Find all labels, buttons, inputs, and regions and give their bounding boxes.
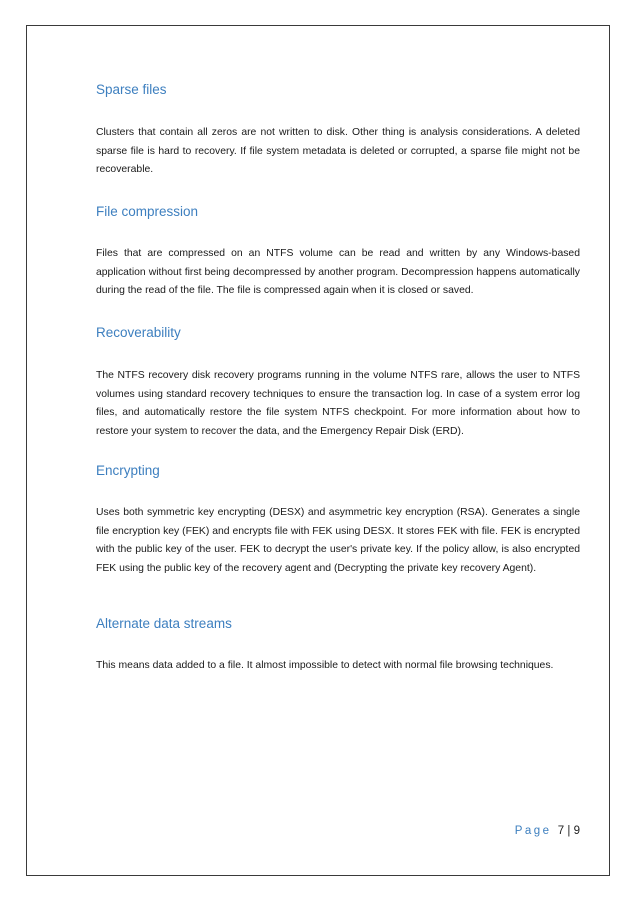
heading-recoverability: Recoverability	[96, 325, 181, 340]
paragraph-encrypting: Uses both symmetric key encrypting (DESX) and asymmetric key encryption (RSA). Generates a single file encryption key (FEK) and encrypts file with FEK using DESX. It stores FEK with file. FEK is encrypted with the public key of the user. FEK to decrypt the user's private key. If the policy allow, is also encrypted FEK using the public key of the recovery agent and (Decrypting the private key recovery Agent).	[96, 507, 580, 574]
footer-current-page: 7	[557, 825, 565, 837]
paragraph-sparse-files: Clusters that contain all zeros are not written to disk. Other thing is analysis considerations. A deleted sparse file is hard to recovery. If file system metadata is deleted or corrupted, a sparse file might not be recoverable.	[96, 127, 580, 175]
footer-total-pages: 9	[573, 825, 580, 837]
heading-sparse-files: Sparse files	[96, 82, 167, 97]
footer-separator: |	[567, 825, 571, 837]
paragraph-alternate-data-streams: This means data added to a file. It almost impossible to detect with normal file browsing techniques.	[96, 660, 554, 671]
heading-alternate-data-streams: Alternate data streams	[96, 616, 232, 631]
page-footer	[515, 825, 580, 837]
paragraph-file-compression: Files that are compressed on an NTFS volume can be read and written by any Windows-based application without first being decompressed by another program. Decompression happens automatically during the read of the file. The file is compressed again when it is closed or saved.	[96, 248, 580, 296]
paragraph-recoverability: The NTFS recovery disk recovery programs running in the volume NTFS rare, allows the user to NTFS volumes using standard recovery techniques to ensure the transaction log. In case of a system error log files, and automatically restore the file system NTFS checkpoint. For more information about how to restore your system to recover the data, and the Emergency Repair Disk (ERD).	[96, 370, 580, 437]
footer-page-word: Page	[514, 825, 552, 837]
heading-file-compression: File compression	[96, 204, 199, 219]
heading-encrypting: Encrypting	[96, 463, 160, 478]
